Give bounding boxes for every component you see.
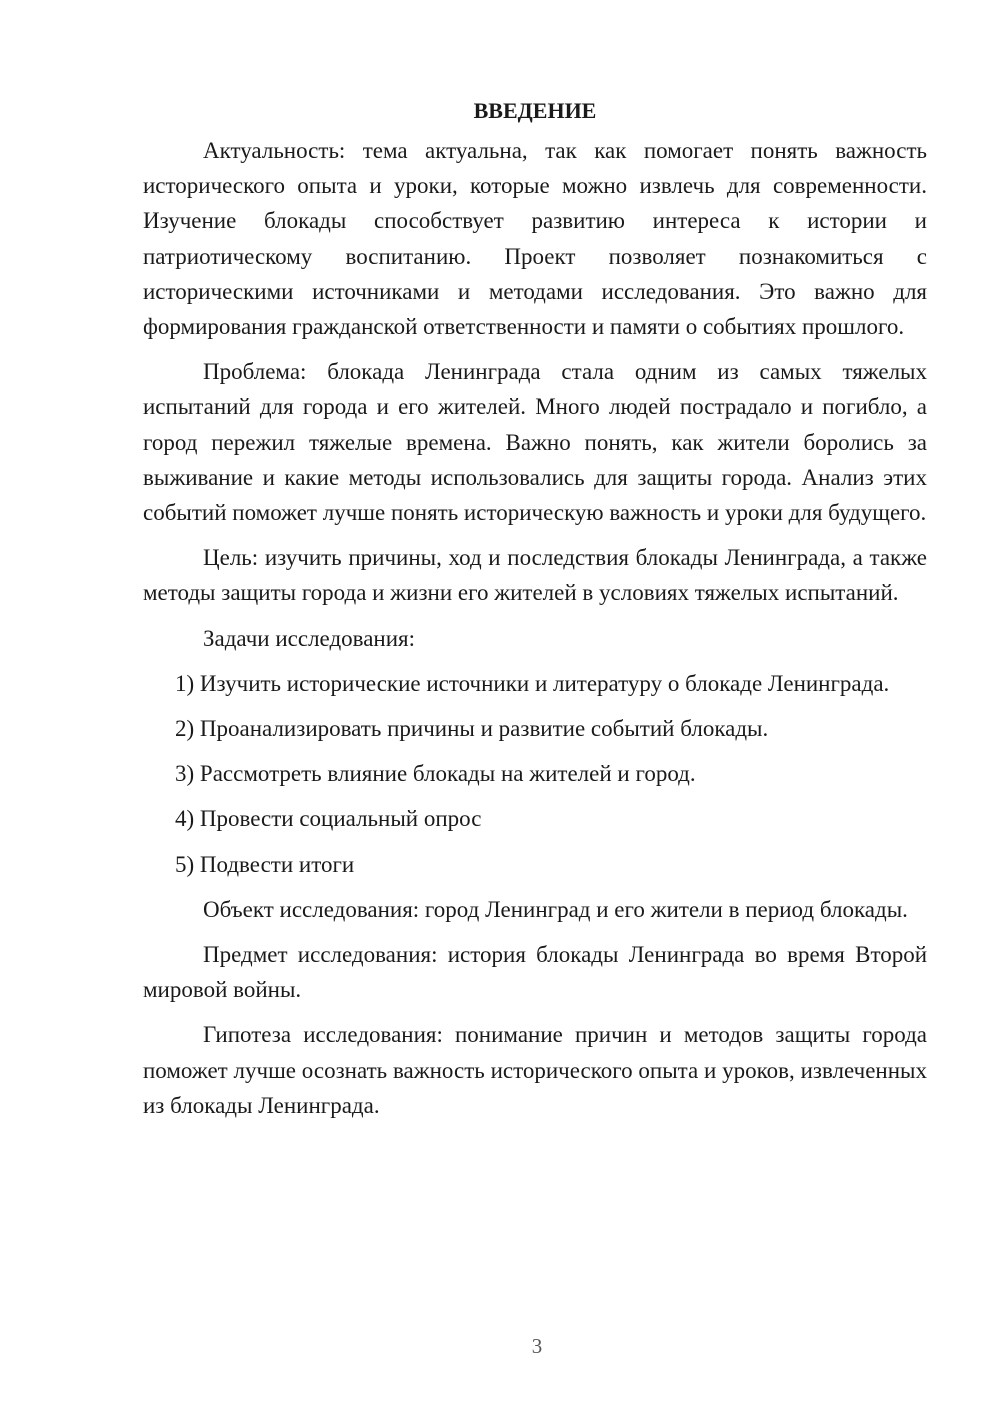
task-item-2: 2) Проанализировать причины и развитие событий блокады. bbox=[175, 716, 769, 742]
task-item-3: 3) Рассмотреть влияние блокады на жителей и город. bbox=[175, 761, 696, 787]
task-item-1: 1) Изучить исторические источники и литературу о блокаде Ленинграда. bbox=[175, 670, 890, 696]
object-paragraph: Объект исследования: город Ленинград и его жители в период блокады. bbox=[203, 896, 908, 922]
goal-paragraph: Цель: изучить причины, ход и последствия блокады Ленинграда, а также методы защиты города и жизни его жителей в условиях тяжелых испытаний. bbox=[143, 545, 927, 606]
page-number: 3 bbox=[531, 1334, 543, 1358]
task-item-5: 5) Подвести итоги bbox=[175, 851, 355, 877]
tasks-heading: Задачи исследования: bbox=[203, 625, 416, 651]
relevance-paragraph: Актуальность: тема актуальна, так как помогает понять важность исторического опыта и уроки, которые можно извлечь для современности. Изучение блокады способствует развитию интереса к истории и патриотическому воспитанию. Проект позволяет познакомиться с историческими источниками и методами исследования. Это важно для формирования гражданской ответственности и памяти о событиях прошлого. bbox=[143, 138, 927, 340]
hypothesis-paragraph: Гипотеза исследования: понимание причин и методов защиты города поможет лучше осознать важность исторического опыта и уроков, извлеченных из блокады Ленинграда. bbox=[143, 1022, 927, 1118]
section-title: ВВЕДЕНИЕ bbox=[473, 98, 597, 123]
task-item-4: 4) Провести социальный опрос bbox=[175, 806, 482, 832]
page-content bbox=[143, 93, 927, 1133]
problem-paragraph: Проблема: блокада Ленинграда стала одним из самых тяжелых испытаний для города и его жителей. Много людей пострадало и погибло, а город пережил тяжелые времена. Важно понять, как жители боролись за выживание и какие методы использовались для защиты города. Анализ этих событий поможет лучше понять историческую важность и уроки для будущего. bbox=[143, 359, 927, 526]
subject-paragraph: Предмет исследования: история блокады Ленинграда во время Второй мировой войны. bbox=[143, 942, 927, 1003]
